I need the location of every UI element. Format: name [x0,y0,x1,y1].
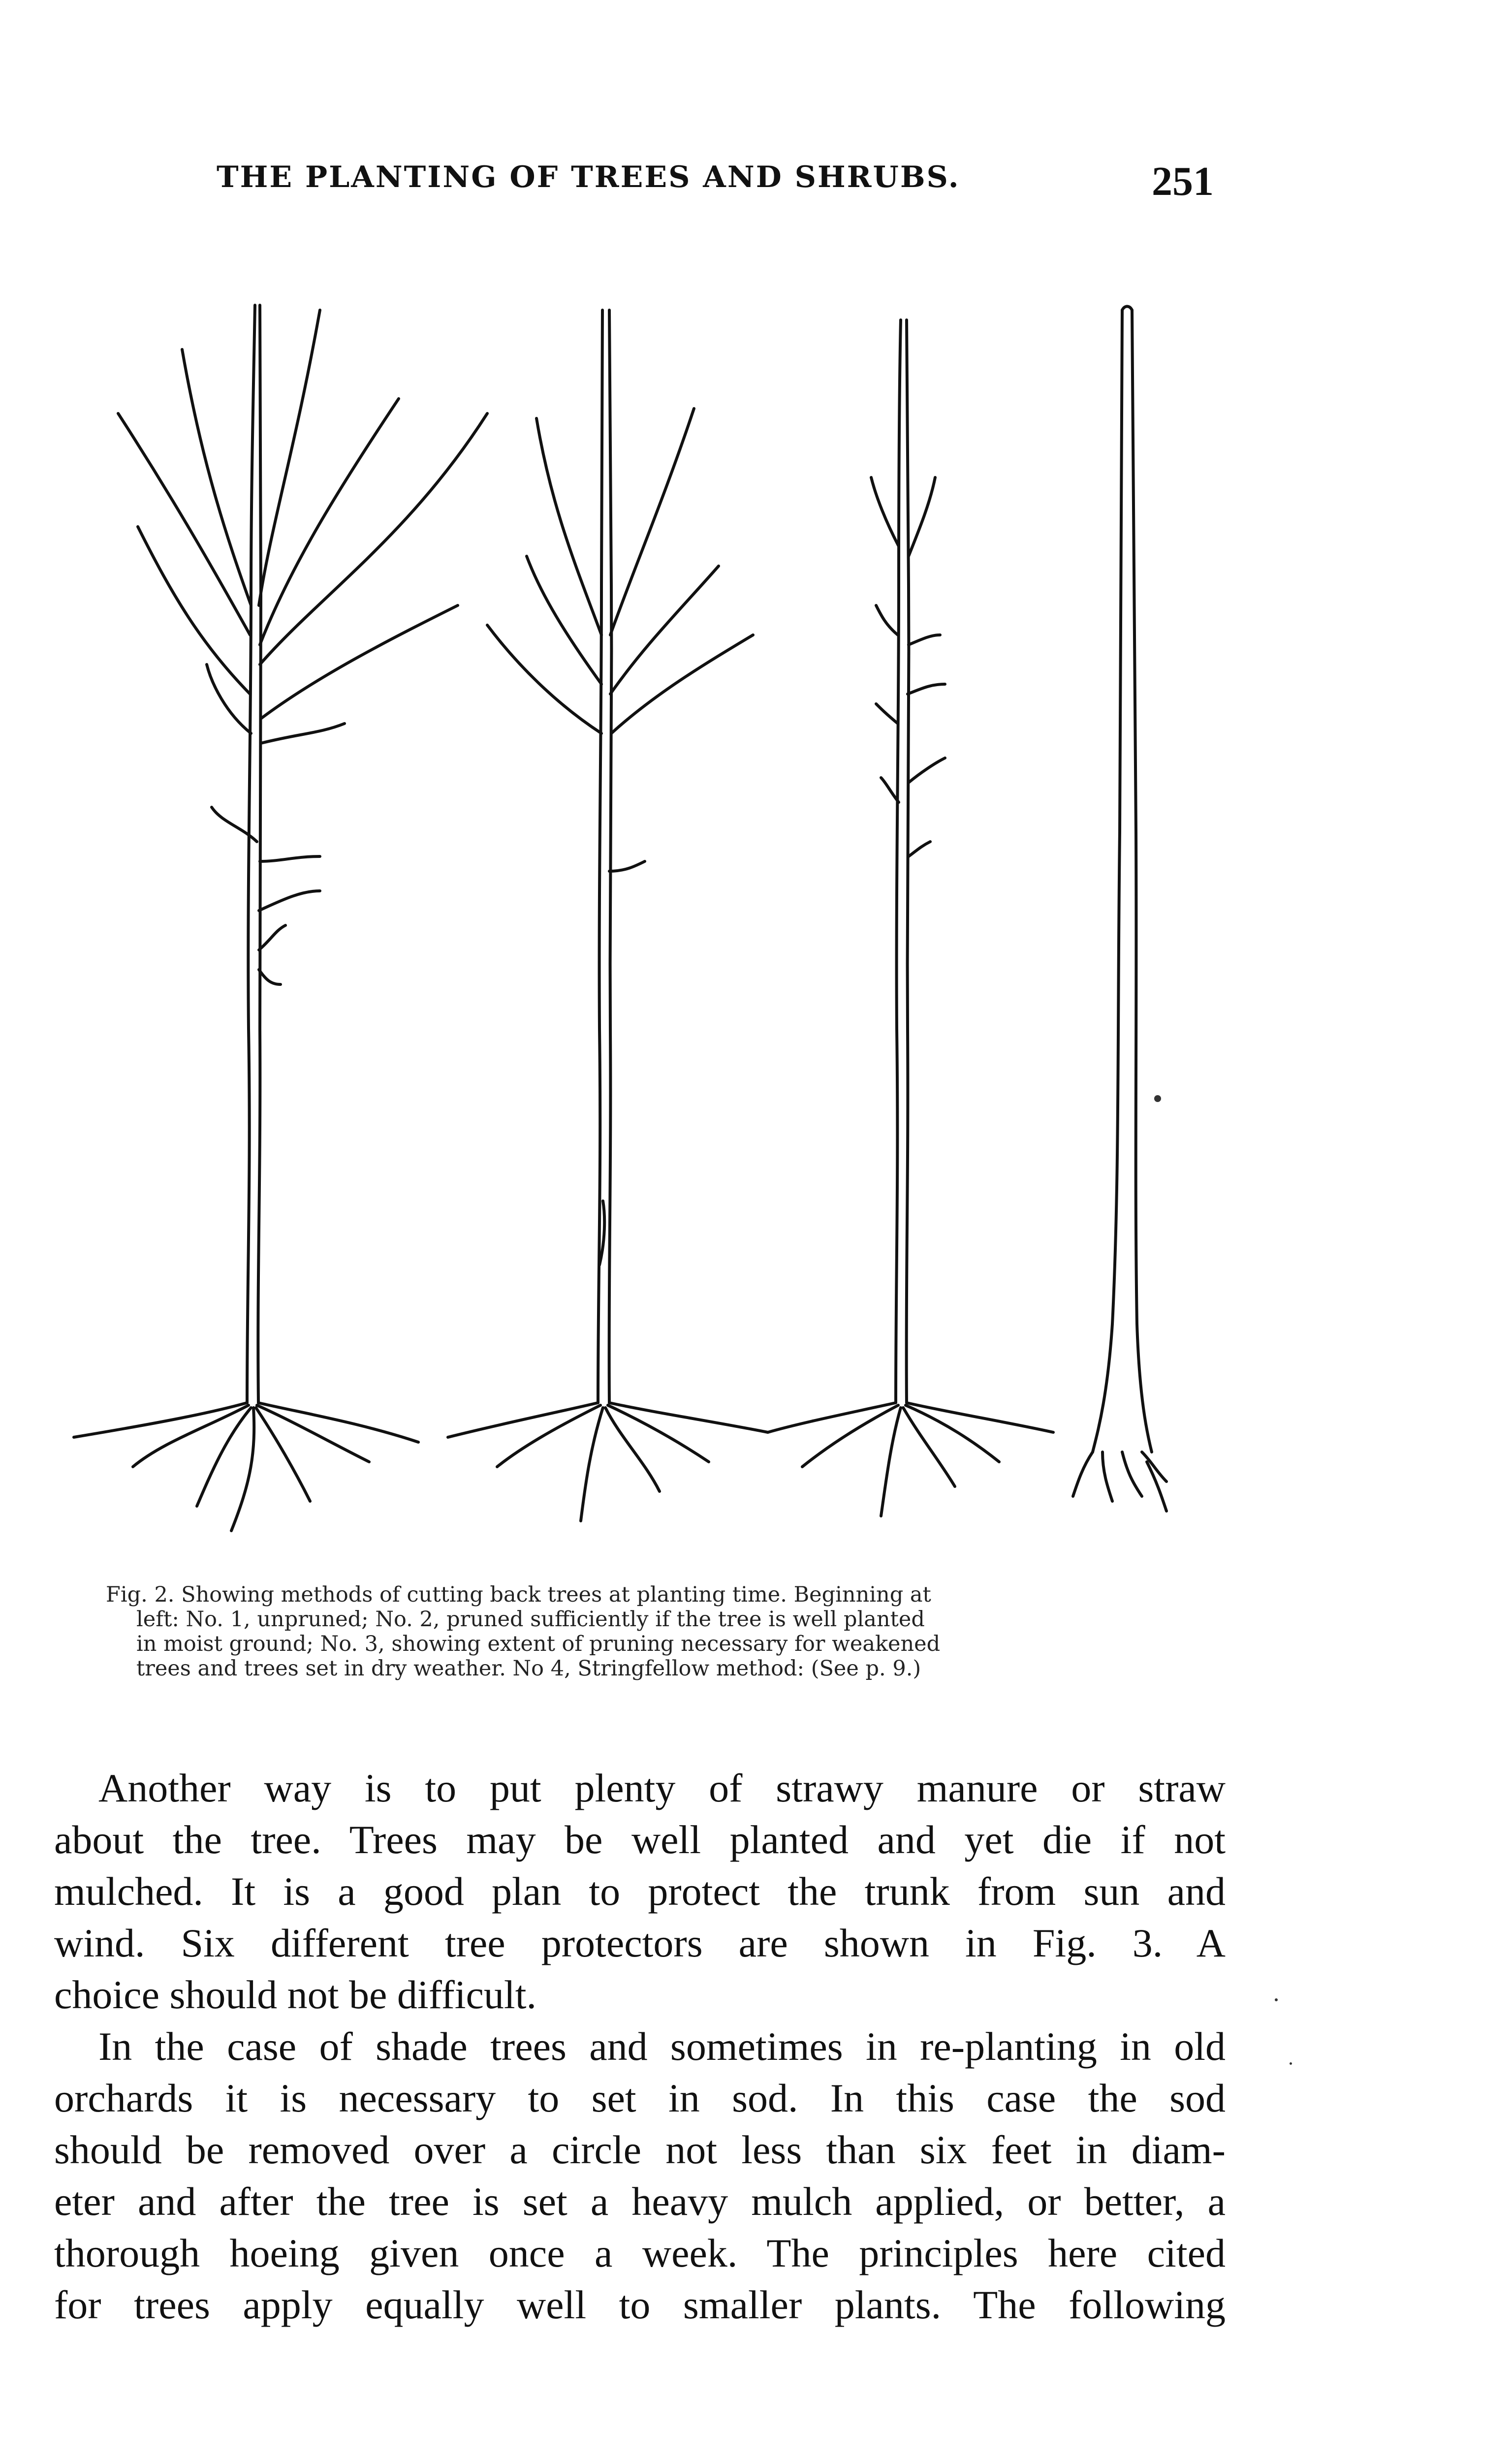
tree-2-pruned [448,310,768,1521]
page-number: 251 [1152,158,1214,204]
paragraph-1-line: wind. Six different tree protectors are shown in Fig. 3. A [54,1921,1226,1965]
tree-pruning-figure [64,290,1260,1580]
caption-line: trees and trees set in dry weather. No 4, Stringfellow method: (See p. 9.) [136,1656,921,1681]
body-text [54,1762,1226,2331]
tree-illustrations [64,290,1260,1580]
paragraph-2-line: should be removed over a circle not less than six feet in diam- [54,2127,1226,2172]
figure-caption [106,1582,1223,1681]
caption-line: in moist ground; No. 3, showing extent of pruning necessary for weakened [136,1632,941,1656]
paragraph-1-line: choice should not be difficult. [54,1972,536,2017]
tree-1-unpruned [74,305,487,1531]
paragraph-2-line: eter and after the tree is set a heavy mulch applied, or better, a [54,2179,1226,2224]
paragraph-2-line: orchards it is necessary to set in sod. In this case the sod [54,2076,1226,2120]
caption-line: Fig. 2. Showing methods of cutting back trees at planting time. Beginning at [106,1582,931,1607]
ink-speck [1275,1998,1278,2001]
paragraph-2-line: for trees apply equally well to smaller plants. The following [54,2282,1226,2327]
paragraph-1-line: Another way is to put plenty of strawy manure or straw [98,1766,1226,1810]
caption-line: left: No. 1, unpruned; No. 2, pruned sufficiently if the tree is well planted [136,1607,925,1632]
tree-3-heavily-pruned [768,320,1053,1516]
tree-4-stringfellow [1073,307,1166,1512]
running-title: THE PLANTING OF TREES AND SHRUBS. [217,160,960,194]
paragraph-2-line: In the case of shade trees and sometimes in re-planting in old [98,2024,1226,2069]
paragraph-2-line: thorough hoeing given once a week. The principles here cited [54,2231,1226,2275]
paragraph-1-line: mulched. It is a good plan to protect the trunk from sun and [54,1869,1226,1914]
ink-speck [1290,2062,1292,2065]
paragraph-1-line: about the tree. Trees may be well planted and yet die if not [54,1817,1226,1862]
ink-speck [1154,1095,1161,1102]
